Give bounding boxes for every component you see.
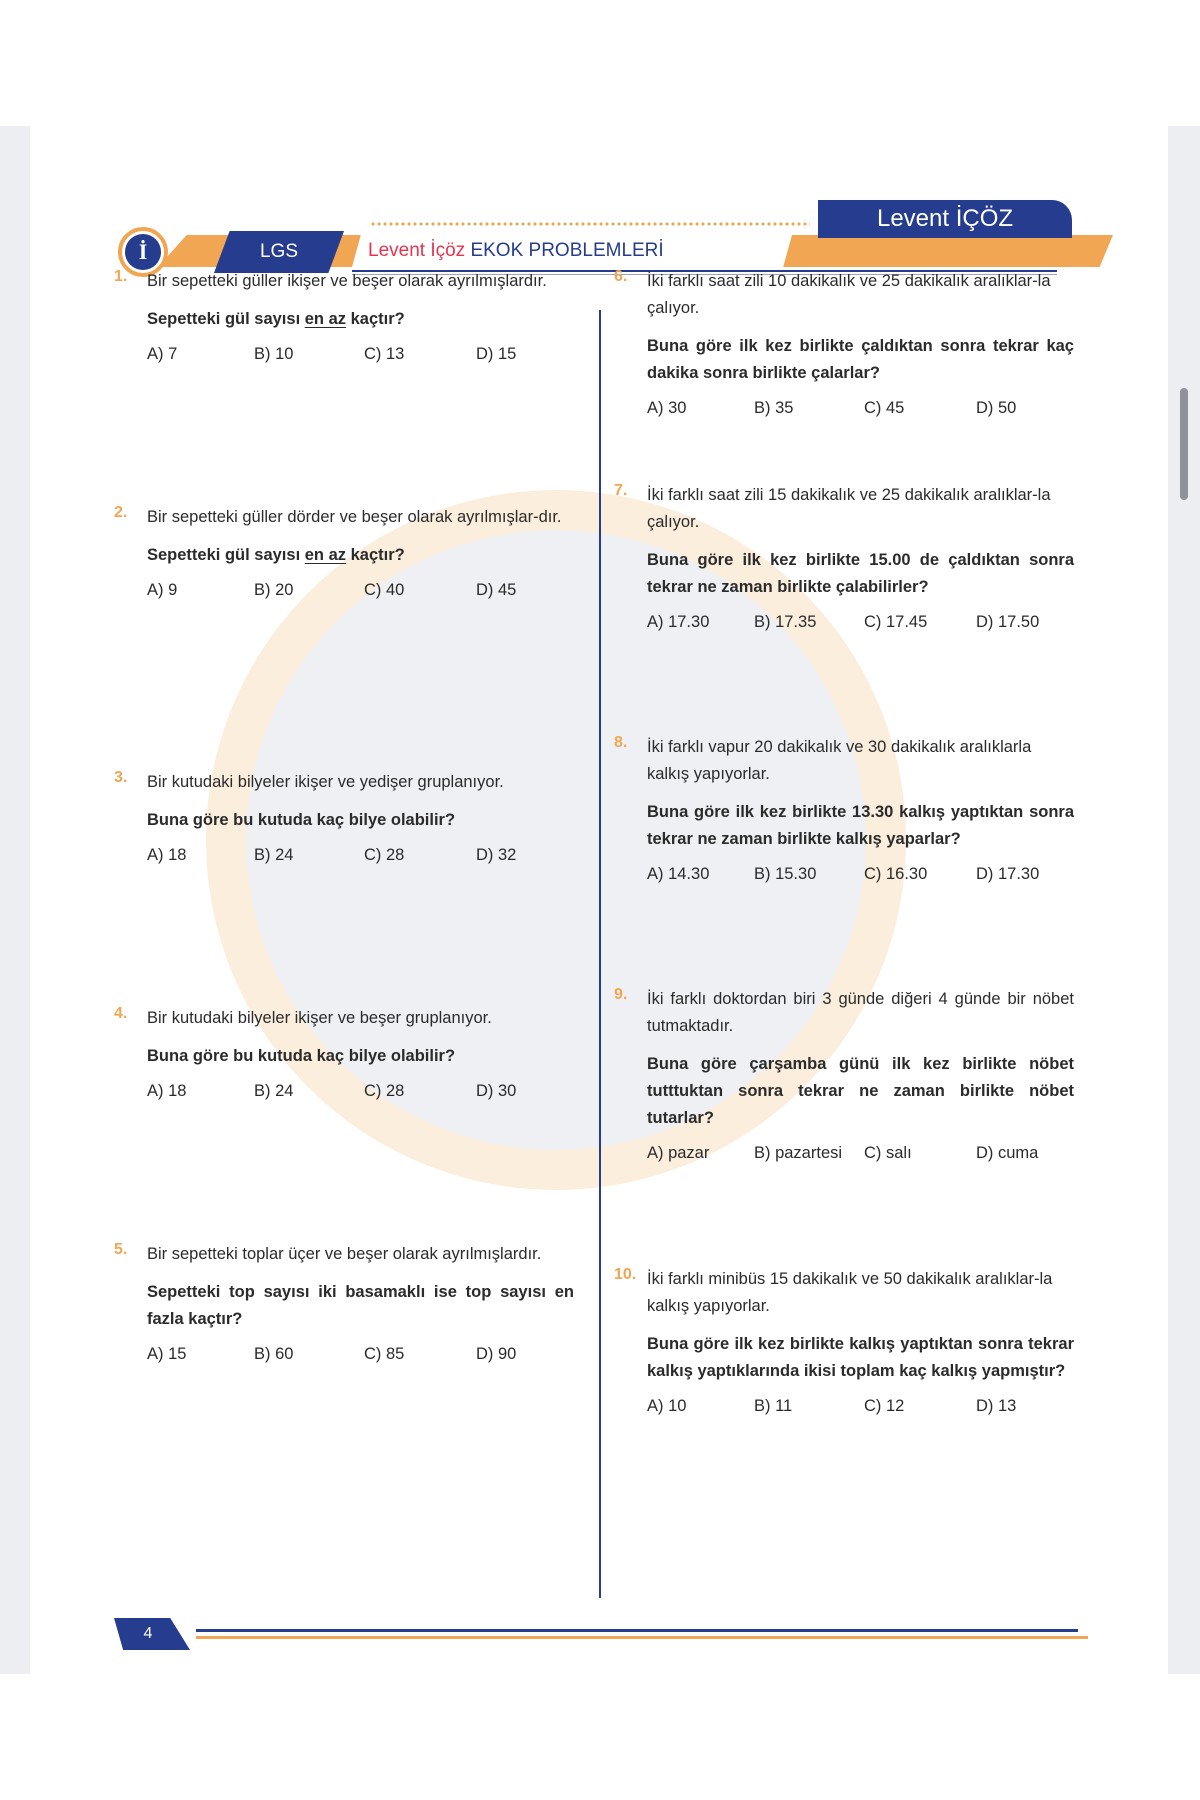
question-prompt: Sepetteki gül sayısı en az kaçtır? bbox=[147, 310, 405, 328]
question-prompt: Buna göre çarşamba günü ilk kez birlikte nöbet tutttuktan sonra tekrar ne zaman birlikte nöbet tutarlar? bbox=[647, 1055, 1074, 1127]
question-stem: İki farklı saat zili 10 dakikalık ve 25 dakikalık aralıklar-la çalıyor. bbox=[647, 272, 1051, 317]
viewer-right-gutter bbox=[1168, 126, 1200, 1674]
answer-options bbox=[647, 613, 1074, 637]
option-d[interactable]: D) 17.30 bbox=[976, 865, 1040, 883]
emphasis-underline: en az bbox=[304, 310, 347, 328]
question-prompt: Sepetteki gül sayısı en az kaçtır? bbox=[147, 546, 405, 564]
option-b[interactable]: B) pazartesi bbox=[754, 1144, 843, 1162]
footer-rule-blue bbox=[196, 1629, 1078, 1632]
option-d[interactable]: D) 45 bbox=[476, 581, 517, 599]
option-b[interactable]: B) 35 bbox=[754, 399, 794, 417]
option-c[interactable]: C) 16.30 bbox=[864, 865, 928, 883]
answer-options bbox=[147, 846, 574, 870]
question-number: 4. bbox=[114, 1005, 128, 1022]
option-d[interactable]: D) 17.50 bbox=[976, 613, 1040, 631]
option-b[interactable]: B) 15.30 bbox=[754, 865, 817, 883]
question-stem: Bir sepetteki güller ikişer ve beşer olarak ayrılmışlardır. bbox=[147, 272, 547, 290]
column-divider bbox=[599, 310, 601, 1598]
question-number: 3. bbox=[114, 769, 128, 786]
option-a[interactable]: A) 14.30 bbox=[647, 865, 710, 883]
answer-options bbox=[147, 345, 574, 369]
answer-options bbox=[647, 1144, 1074, 1168]
option-c[interactable]: C) 17.45 bbox=[864, 613, 928, 631]
question-number: 1. bbox=[114, 268, 128, 285]
question-stem: İki farklı minibüs 15 dakikalık ve 50 dakikalık aralıklar-la kalkış yapıyorlar. bbox=[647, 1270, 1053, 1315]
option-b[interactable]: B) 20 bbox=[254, 581, 294, 599]
option-a[interactable]: A) 17.30 bbox=[647, 613, 710, 631]
question-stem: İki farklı doktordan biri 3 günde diğeri 4 günde bir nöbet tutmaktadır. bbox=[647, 990, 1074, 1035]
question-number: 10. bbox=[614, 1266, 637, 1283]
option-b[interactable]: B) 24 bbox=[254, 846, 294, 864]
footer-rule-orange bbox=[196, 1636, 1088, 1639]
option-a[interactable]: A) 10 bbox=[647, 1397, 687, 1415]
option-c[interactable]: C) 85 bbox=[364, 1345, 405, 1363]
title-topic: EKOK PROBLEMLERİ bbox=[470, 240, 664, 261]
option-b[interactable]: B) 17.35 bbox=[754, 613, 817, 631]
option-d[interactable]: D) 90 bbox=[476, 1345, 517, 1363]
option-d[interactable]: D) 50 bbox=[976, 399, 1017, 417]
question-9 bbox=[614, 986, 1074, 1168]
answer-options bbox=[647, 865, 1074, 889]
emphasis-underline: en az bbox=[304, 546, 347, 564]
question-number: 9. bbox=[614, 986, 628, 1003]
question-stem: Bir kutudaki bilyeler ikişer ve beşer gruplanıyor. bbox=[147, 1009, 492, 1027]
question-7 bbox=[614, 482, 1074, 637]
question-6 bbox=[614, 268, 1074, 423]
option-d[interactable]: D) 15 bbox=[476, 345, 517, 363]
worksheet-title bbox=[368, 235, 664, 267]
answer-options bbox=[647, 399, 1074, 423]
option-b[interactable]: B) 11 bbox=[754, 1397, 793, 1415]
option-c[interactable]: C) 40 bbox=[364, 581, 405, 599]
option-a[interactable]: A) 18 bbox=[147, 1082, 187, 1100]
option-a[interactable]: A) 15 bbox=[147, 1345, 187, 1363]
option-a[interactable]: A) 18 bbox=[147, 846, 187, 864]
option-c[interactable]: C) salı bbox=[864, 1144, 912, 1162]
question-stem: Bir sepetteki güller dörder ve beşer olarak ayrılmışlar-dır. bbox=[147, 508, 562, 526]
option-c[interactable]: C) 13 bbox=[364, 345, 405, 363]
question-prompt: Sepetteki top sayısı iki basamaklı ise top sayısı en fazla kaçtır? bbox=[147, 1283, 574, 1328]
answer-options bbox=[147, 581, 574, 605]
option-c[interactable]: C) 45 bbox=[864, 399, 905, 417]
viewer-left-gutter bbox=[0, 126, 30, 1674]
question-stem: Bir sepetteki toplar üçer ve beşer olarak ayrılmışlardır. bbox=[147, 1245, 542, 1263]
question-4 bbox=[114, 1005, 574, 1106]
question-number: 5. bbox=[114, 1241, 128, 1258]
page-number: 4 bbox=[143, 1625, 153, 1642]
question-2 bbox=[114, 504, 574, 605]
worksheet-page bbox=[30, 126, 1168, 1674]
answer-options bbox=[147, 1345, 574, 1369]
logo-letter: İ bbox=[125, 234, 161, 270]
question-3 bbox=[114, 769, 574, 870]
question-1 bbox=[114, 268, 574, 369]
option-a[interactable]: A) pazar bbox=[647, 1144, 710, 1162]
question-number: 7. bbox=[614, 482, 628, 499]
option-d[interactable]: D) 30 bbox=[476, 1082, 517, 1100]
exam-label: LGS bbox=[259, 241, 299, 262]
option-c[interactable]: C) 12 bbox=[864, 1397, 905, 1415]
option-c[interactable]: C) 28 bbox=[364, 1082, 405, 1100]
option-b[interactable]: B) 10 bbox=[254, 345, 294, 363]
question-prompt: Buna göre bu kutuda kaç bilye olabilir? bbox=[147, 1047, 456, 1065]
question-stem: İki farklı saat zili 15 dakikalık ve 25 dakikalık aralıklar-la çalıyor. bbox=[647, 486, 1051, 531]
question-number: 8. bbox=[614, 734, 628, 751]
question-number: 2. bbox=[114, 504, 128, 521]
question-stem: İki farklı vapur 20 dakikalık ve 30 dakikalık aralıklarla kalkış yapıyorlar. bbox=[647, 738, 1032, 783]
answer-options bbox=[647, 1397, 1074, 1421]
question-prompt: Buna göre ilk kez birlikte kalkış yaptıktan sonra tekrar kalkış yaptıklarında ikisi toplam kaç kalkış yapmıştır? bbox=[647, 1335, 1074, 1380]
option-d[interactable]: D) 13 bbox=[976, 1397, 1017, 1415]
question-prompt: Buna göre ilk kez birlikte 15.00 de çaldıktan sonra tekrar ne zaman birlikte çalabilirler? bbox=[647, 551, 1074, 596]
question-stem: Bir kutudaki bilyeler ikişer ve yedişer gruplanıyor. bbox=[147, 773, 504, 791]
author-name: Levent İÇÖZ bbox=[876, 205, 1014, 232]
question-5 bbox=[114, 1241, 574, 1369]
title-author: Levent İçöz bbox=[368, 240, 466, 261]
question-8 bbox=[614, 734, 1074, 889]
option-b[interactable]: B) 24 bbox=[254, 1082, 294, 1100]
answer-options bbox=[147, 1082, 574, 1106]
question-prompt: Buna göre ilk kez birlikte 13.30 kalkış yaptıktan sonra tekrar ne zaman birlikte kalkış yaparlar? bbox=[647, 803, 1074, 848]
option-b[interactable]: B) 60 bbox=[254, 1345, 294, 1363]
option-a[interactable]: A) 30 bbox=[647, 399, 687, 417]
question-prompt: Buna göre ilk kez birlikte çaldıktan sonra tekrar kaç dakika sonra birlikte çalarlar? bbox=[647, 337, 1074, 382]
option-a[interactable]: A) 9 bbox=[147, 581, 178, 599]
dotted-divider bbox=[370, 221, 810, 227]
option-a[interactable]: A) 7 bbox=[147, 345, 178, 363]
option-d[interactable]: D) cuma bbox=[976, 1144, 1039, 1162]
option-c[interactable]: C) 28 bbox=[364, 846, 405, 864]
vertical-scrollbar-thumb[interactable] bbox=[1180, 388, 1188, 500]
question-prompt: Buna göre bu kutuda kaç bilye olabilir? bbox=[147, 811, 456, 829]
question-number: 6. bbox=[614, 268, 628, 285]
option-d[interactable]: D) 32 bbox=[476, 846, 517, 864]
question-10 bbox=[614, 1266, 1074, 1421]
